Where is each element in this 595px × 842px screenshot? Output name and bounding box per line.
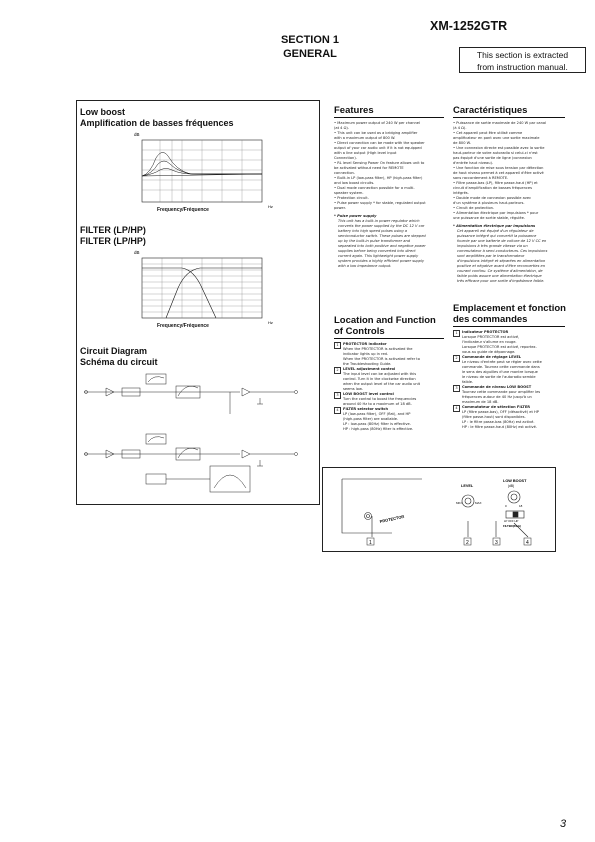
filter-title	[80, 225, 146, 247]
section-number: SECTION 1	[280, 34, 340, 46]
circuit-title-en: Circuit Diagram	[80, 346, 148, 356]
filter-chart	[120, 248, 280, 328]
location-rule	[334, 338, 444, 339]
page-number: 3	[560, 818, 567, 830]
filter-label: FILTER(80Hz)	[503, 524, 521, 528]
location-item-2	[334, 367, 450, 392]
note-line: separated into both positive and negative power	[338, 244, 426, 248]
level-label: LEVEL	[461, 484, 474, 488]
section-title: GENERAL	[283, 48, 337, 60]
note-line: converts the power supplied by the DC 12 V car	[338, 224, 425, 228]
item-line: LP (low-pass filter), OFF (flat), and HP	[343, 412, 411, 416]
circuit-title-fr: Schéma du circuit	[80, 357, 158, 367]
emplacement-item-1	[453, 330, 571, 355]
location-list	[334, 342, 450, 432]
note-line: sont amplifiées par le transformateur	[457, 254, 525, 258]
item-line: Turn the control to boost the frequencies	[343, 397, 417, 401]
feature-line: • Puissance de sortie maximale de 240 W par canal	[453, 121, 547, 125]
item-line: (high-pass filter) are available.	[343, 417, 399, 421]
control-panel-drawing	[322, 467, 556, 552]
item-line: maximum de 18 dB.	[462, 400, 499, 404]
feature-line: de 800 W.	[453, 141, 471, 145]
feature-line: • RL level Sensing Power On feature allows unit to	[334, 161, 425, 165]
caracteristiques-rule	[453, 117, 565, 118]
callout-number: 2	[453, 355, 460, 362]
item-head: LEVEL adjustment control	[343, 367, 396, 371]
feature-line: de haut niveau permet à cet appareil d'être activé	[453, 171, 544, 175]
note-line: current again. This lightweight power supply	[338, 254, 419, 258]
emplacement-list	[453, 330, 571, 430]
feature-line: d'entrée haut niveau).	[453, 161, 494, 165]
item-head: FILTER selector switch	[343, 407, 389, 411]
feature-line: haut-parleur de votre autoradio si celui-ci n'est	[453, 151, 538, 155]
features-note-head: * Pulse power supply	[334, 214, 377, 218]
lowboost-grid	[142, 140, 262, 202]
location-item-3	[334, 392, 450, 407]
item-line: fréquences autour de 40 Hz jusqu'à un	[462, 395, 532, 399]
filter-options-label: LP OFF HP	[504, 519, 519, 523]
note-line: Cet appareil est équipé d'un régulateur de	[457, 229, 534, 233]
feature-line: power.	[334, 206, 346, 210]
feature-line: • Maximum power output of 240 W per channel	[334, 121, 420, 125]
filter-freq-caption: Frequency/Fréquence	[157, 323, 209, 329]
item-line: When the PROTECTOR is activated refer to	[343, 357, 420, 361]
item-line: the Troubleshooting Guide.	[343, 362, 392, 366]
circuit-title	[80, 346, 158, 368]
note-line: impulsions à très grande vitesse via un	[457, 244, 528, 248]
lowboost-db-label: dB	[134, 132, 140, 137]
note-line: up by the built-in pulse transformer and	[338, 239, 411, 243]
level-knob-icon	[462, 495, 474, 507]
lowboost-min-label: 0	[505, 504, 507, 508]
item-head: LOW BOOST level control	[343, 392, 394, 396]
circuit-diagram	[80, 368, 316, 500]
note-line: fournie par une batterie de voiture de 12 V CC en	[457, 239, 547, 243]
item-line: Tournez cette commande pour amplifier les	[462, 390, 541, 394]
note-line: battery into high speed pulses using a	[338, 229, 407, 233]
item-line: seems low.	[343, 387, 363, 391]
feature-line: • Built-in LP (low-pass filter), HP (high-pass filter)	[334, 176, 423, 180]
item-line: l'indicateur s'allume en rouge.	[462, 340, 517, 344]
item-line: Le niveau d'entrée peut se régler avec cette	[462, 360, 542, 364]
note-line: d'impulsions intégré et séparées en alimentation	[457, 259, 546, 263]
feature-line: • Protection circuit.	[334, 196, 369, 200]
feature-line: connection.	[334, 171, 355, 175]
feature-line: • Double mode de connexion possible avec	[453, 196, 532, 200]
feature-line: (at 4 Ω).	[334, 126, 349, 130]
features-rule	[334, 117, 444, 118]
callout-number: 1	[334, 342, 341, 349]
lowboost-unit-label: (dB)	[508, 484, 515, 488]
location-item-4	[334, 407, 450, 432]
item-line: le sens des aiguilles d'une montre lorsque	[462, 370, 538, 374]
note-line: semiconductor switch. These pulses are stepped	[338, 234, 426, 238]
item-line: faible.	[462, 380, 474, 384]
item-line: indicator lights up in red.	[343, 352, 389, 356]
item-line: LP : low-pass (80Hz) filter is effective.	[343, 422, 411, 426]
feature-line: • Dual mode connection possible for a multi-	[334, 186, 415, 190]
callout-3: 3	[495, 540, 498, 546]
location-item-1	[334, 342, 450, 367]
item-line: commande. Tournez cette commande dans	[462, 365, 540, 369]
extract-note-box	[459, 47, 586, 73]
item-line: control. Turn it in the clockwise direction	[343, 377, 416, 381]
caracteristiques-note	[453, 229, 571, 284]
feature-line: • Alimentation électrique par impulsions * pour	[453, 211, 539, 215]
emplacement-rule	[453, 326, 565, 327]
feature-line: une puissance de sortie stable, régulée.	[453, 216, 525, 220]
lowboost-knob-icon	[508, 491, 520, 503]
callout-2: 2	[466, 540, 469, 546]
extract-note-line1: This section is extracted	[476, 50, 569, 60]
note-line: courant continu. Ce système d'alimentation, de	[457, 269, 543, 273]
note-line: commutateur à semi-conducteurs. Ces impulsions	[457, 249, 548, 253]
lowboost-title-fr: Amplification de basses fréquences	[80, 118, 234, 128]
feature-line: output of your car audio unit if it is not equipped	[334, 146, 422, 150]
feature-line: with a maximum output of 800 W.	[334, 136, 396, 140]
features-note	[334, 219, 450, 269]
filter-title-fr: FILTER (LP/HP)	[80, 236, 146, 246]
note-line: supplies before being converted into direct	[338, 249, 416, 253]
callout-number: 3	[334, 392, 341, 399]
feature-line: • Filtre passe-bas (LP), filtre passe-haut (HP) et	[453, 181, 538, 185]
note-line: positive et négative avant d'être reconverties en	[457, 264, 546, 268]
callout-number: 3	[453, 385, 460, 392]
extract-note-line2: from instruction manual.	[477, 62, 568, 72]
emplacement-item-3	[453, 385, 571, 405]
feature-line: • Circuit de protection.	[453, 206, 495, 210]
callout-number: 2	[334, 367, 341, 374]
feature-line: • Direct connection can be made with the speaker	[334, 141, 425, 145]
callout-4: 4	[526, 540, 529, 546]
item-head: Commande de réglage LEVEL	[462, 355, 522, 359]
feature-line: • This unit can be used as a bridging amplifier	[334, 131, 418, 135]
callout-number: 4	[453, 405, 460, 412]
lowboost-hz-label: Hz	[268, 204, 273, 209]
feature-line: intégrés.	[453, 191, 469, 195]
features-title: Features	[334, 105, 374, 116]
feature-line: and low boost circuits.	[334, 181, 375, 185]
location-title-line1: Location and Function	[334, 315, 436, 326]
item-line: When the PROTECTOR is activated the	[343, 347, 413, 351]
model-number: XM-1252GTR	[430, 19, 508, 33]
note-line: This unit has a built-in power regulator which	[338, 219, 420, 223]
emplacement-title-line2: des commandes	[453, 314, 528, 325]
item-line: (filtre passe-haut) sont disponibles.	[462, 415, 526, 419]
item-line: around 40 Hz to a maximum of 18 dB.	[343, 402, 412, 406]
features-list	[334, 121, 450, 269]
item-head: PROTECTOR indicator	[343, 342, 387, 346]
caracteristiques-list	[453, 121, 571, 284]
item-line: LP : le filtre passe-bas (80Hz) est activé.	[462, 420, 535, 424]
callout-1: 1	[369, 540, 372, 546]
emplacement-title	[453, 303, 566, 325]
caracteristiques-title: Caractéristiques	[453, 105, 528, 116]
feature-line: circuit d'amplification de basses fréquences	[453, 186, 532, 190]
feature-line: sans raccordement à REMOTE.	[453, 176, 509, 180]
item-line: The input level can be adjusted with this	[343, 372, 417, 376]
lowboost-title	[80, 107, 234, 129]
note-line: faible poids assure une alimentation électrique	[457, 274, 542, 278]
emplacement-title-line1: Emplacement et fonction	[453, 303, 566, 314]
feature-line: • Une fonction de mise sous tension par détection	[453, 166, 544, 170]
item-line: HP : le filtre passe-haut (80Hz) est activé.	[462, 425, 537, 429]
callout-number: 4	[334, 407, 341, 414]
lowboost-freq-caption: Frequency/Fréquence	[157, 207, 209, 213]
note-line: très efficace pour une sortie d'impédance faible.	[457, 279, 545, 283]
note-line: with a low impedance output.	[338, 264, 392, 268]
level-min-label: MIN	[456, 501, 462, 505]
feature-line: • Une connexion directe est possible avec la sortie	[453, 146, 545, 150]
item-line: LP (filtre passe-bas), OFF (désactivé) et HP	[462, 410, 539, 414]
feature-line: with a line output (High level input	[334, 151, 397, 155]
item-line: vous au guide de dépannage.	[462, 350, 516, 354]
item-line: Lorsque PROTECTOR est activé,	[462, 335, 520, 339]
location-title-line2: of Controls	[334, 326, 385, 337]
item-line: le niveau de sortie de l'autoradio semble	[462, 375, 536, 379]
lowboost-label: LOW BOOST	[503, 479, 527, 483]
lowboost-chart	[120, 130, 280, 212]
emplacement-item-4	[453, 405, 571, 430]
feature-line: (à 4 Ω).	[453, 126, 467, 130]
callout-number: 1	[453, 330, 460, 337]
protector-led-icon	[365, 513, 372, 520]
filter-db-label: dB	[134, 250, 140, 255]
feature-line: • Cet appareil peut être utilisé comme	[453, 131, 523, 135]
lowboost-max-label: 18	[519, 504, 523, 508]
feature-line: • Pulse power supply * for stable, regulated output	[334, 201, 426, 205]
filter-hz-label: Hz	[268, 320, 273, 325]
location-title	[334, 315, 436, 337]
item-line: HP : high-pass (80Hz) filter is effective.	[343, 427, 414, 431]
protector-label: PROTECTOR	[379, 513, 405, 524]
emplacement-item-2	[453, 355, 571, 385]
note-line: system provides a highly efficient power supply	[338, 259, 425, 263]
feature-line: Connection).	[334, 156, 357, 160]
feature-line: be activated without need for REMOTE	[334, 166, 404, 170]
feature-line: d'un système à plusieurs haut-parleurs.	[453, 201, 525, 205]
item-head: Commande de niveau LOW BOOST	[462, 385, 532, 389]
feature-line: amplificateur en pont avec une sortie maximale	[453, 136, 540, 140]
item-head: Indicateur PROTECTOR	[462, 330, 509, 334]
item-head: Commutateur de sélection FILTER	[462, 405, 531, 409]
caracteristiques-note-head: * Alimentation électrique par impulsions	[453, 224, 536, 228]
feature-line: speaker system.	[334, 191, 364, 195]
note-line: puissance intégré qui convertit la puissance	[457, 234, 537, 238]
lowboost-title-en: Low boost	[80, 107, 125, 117]
level-max-label: MAX	[475, 501, 482, 505]
item-line: Lorsque PROTECTOR est activé, reportez-	[462, 345, 537, 349]
filter-title-en: FILTER (LP/HP)	[80, 225, 146, 235]
feature-line: pas équipé d'une sortie de ligne (connexion	[453, 156, 532, 160]
item-line: when the output level of the car audio unit	[343, 382, 421, 386]
